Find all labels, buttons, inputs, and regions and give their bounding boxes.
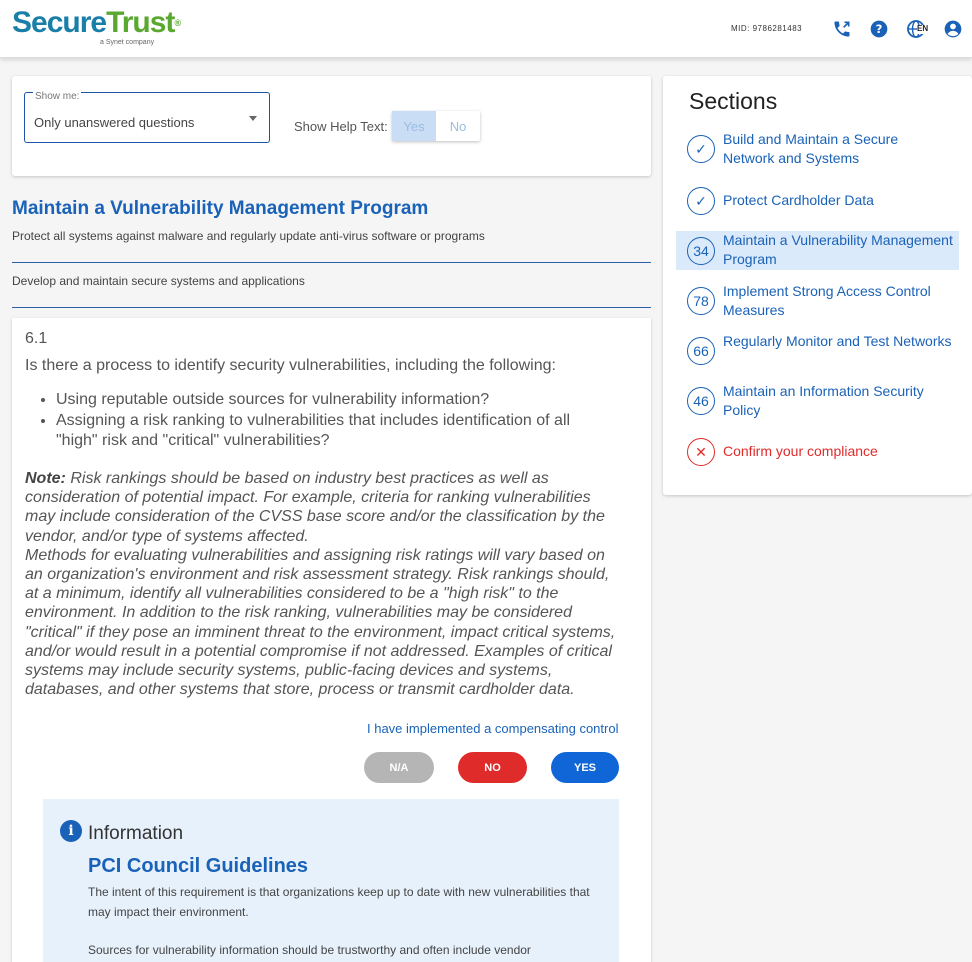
section-title: Maintain a Vulnerability Management Program xyxy=(12,198,429,219)
section-item-label: Protect Cardholder Data xyxy=(723,192,874,208)
information-box xyxy=(43,799,619,962)
section-item-label: Confirm your compliance xyxy=(723,443,878,459)
language-code: EN xyxy=(917,24,929,33)
question-card xyxy=(12,318,651,962)
section-count-badge: 78 xyxy=(687,287,715,315)
section-item-access-control[interactable] xyxy=(676,281,959,321)
phone-icon[interactable] xyxy=(832,19,852,39)
information-title: Information xyxy=(88,823,184,844)
section-item-protect-data[interactable] xyxy=(676,186,959,216)
section-item-label: Build and Maintain a Secure Network and Systems xyxy=(723,131,899,166)
logo-subtitle: a Synet company xyxy=(100,39,155,46)
show-me-select[interactable] xyxy=(24,92,270,143)
question-bullets xyxy=(40,390,600,452)
list-item: • Using reputable outside sources for vulnerability information? xyxy=(56,390,600,410)
info-icon: i xyxy=(60,820,82,842)
svg-text:?: ? xyxy=(875,22,883,37)
section-item-label: Maintain an Information Security Policy xyxy=(723,383,924,418)
list-item: • Assigning a risk ranking to vulnerabilities that includes identification of all "high" risk and "critical" vulnerabilities? xyxy=(56,411,600,451)
note-text-2: Methods for evaluating vulnerabilities and assigning risk ratings will vary based on an organization's environment and risk assessment strategy. Risk rankings should, at a minimum, identify all vulnerabilities considered to be a "high risk" to the environment. In addition to the risk ranking, vulnerabilities may be considered "critical" if they pose an imminent threat to the environment, impact critical systems, and/or would result in a potential compromise if not addressed. Examples of critical systems may include security systems, public-facing devices and systems, databases, and other systems that store, process or transmit cardholder data. xyxy=(25,546,616,699)
logo-secure: Secure xyxy=(12,6,107,39)
show-me-value: Only unanswered questions xyxy=(34,115,195,130)
help-text-toggle xyxy=(392,111,480,141)
merchant-id: MID: 9786281483 xyxy=(731,24,803,33)
help-text-label: Show Help Text: xyxy=(294,119,388,134)
sections-title: Sections xyxy=(689,88,778,114)
section-count-badge: 46 xyxy=(687,387,715,415)
note-text: Risk rankings should be based on industry best practices as well as consideration of potential impact. For example, criteria for ranking vulnerabilities may include consideration of the CVSS base score and/or the classification by the vendor, and/or type of systems affected. xyxy=(25,470,605,545)
compensating-control-link[interactable]: I have implemented a compensating control xyxy=(367,721,619,736)
securetrust-logo[interactable] xyxy=(12,6,181,46)
filter-card xyxy=(12,76,651,176)
section-item-vulnerability[interactable] xyxy=(676,231,959,270)
pci-guidelines-text-2: Sources for vulnerability information should be trustworthy and often include vendor xyxy=(88,943,531,957)
pci-guidelines-text: The intent of this requirement is that organizations keep up to date with new vulnerabilities that may impact their environment. xyxy=(88,885,590,919)
sections-panel xyxy=(663,76,972,495)
check-icon: ✓ xyxy=(687,135,715,163)
question-number: 6.1 xyxy=(25,330,48,347)
language-icon[interactable] xyxy=(906,19,930,39)
pci-guidelines-title: PCI Council Guidelines xyxy=(88,855,309,877)
section-count-badge: 66 xyxy=(687,337,715,365)
section-item-monitor-networks[interactable] xyxy=(676,331,959,371)
divider xyxy=(12,307,651,308)
question-text: Is there a process to identify security vulnerabilities, including the following: xyxy=(25,357,556,374)
section-description: Protect all systems against malware and regularly update anti-virus software or programs xyxy=(12,229,485,243)
close-icon: ✕ xyxy=(687,438,715,466)
section-item-build-network[interactable] xyxy=(676,129,959,169)
section-item-confirm-compliance[interactable] xyxy=(676,437,959,467)
check-icon: ✓ xyxy=(687,187,715,215)
section-item-label: Implement Strong Access Control Measures xyxy=(723,283,931,318)
section-count-badge: 34 xyxy=(687,237,715,265)
yes-button[interactable]: YES xyxy=(551,752,619,783)
subsection-description: Develop and maintain secure systems and applications xyxy=(12,274,305,288)
section-item-label: Maintain a Vulnerability Management Program xyxy=(723,232,953,267)
help-icon[interactable] xyxy=(869,19,889,39)
caret-down-icon xyxy=(249,116,257,121)
account-icon[interactable] xyxy=(943,19,963,39)
question-note xyxy=(25,469,625,699)
show-me-label: Show me: xyxy=(35,91,80,102)
app-header xyxy=(0,0,972,58)
help-toggle-yes[interactable]: Yes xyxy=(392,111,436,141)
divider xyxy=(12,262,651,263)
section-item-label: Regularly Monitor and Test Networks xyxy=(723,333,952,349)
logo-trust: Trust xyxy=(106,6,175,39)
logo-tm: ® xyxy=(174,18,181,28)
help-toggle-no[interactable]: No xyxy=(449,118,467,134)
na-button[interactable]: N/A xyxy=(364,752,434,783)
section-item-security-policy[interactable] xyxy=(676,381,959,421)
note-label: Note: xyxy=(25,470,66,487)
no-button[interactable]: NO xyxy=(458,752,527,783)
